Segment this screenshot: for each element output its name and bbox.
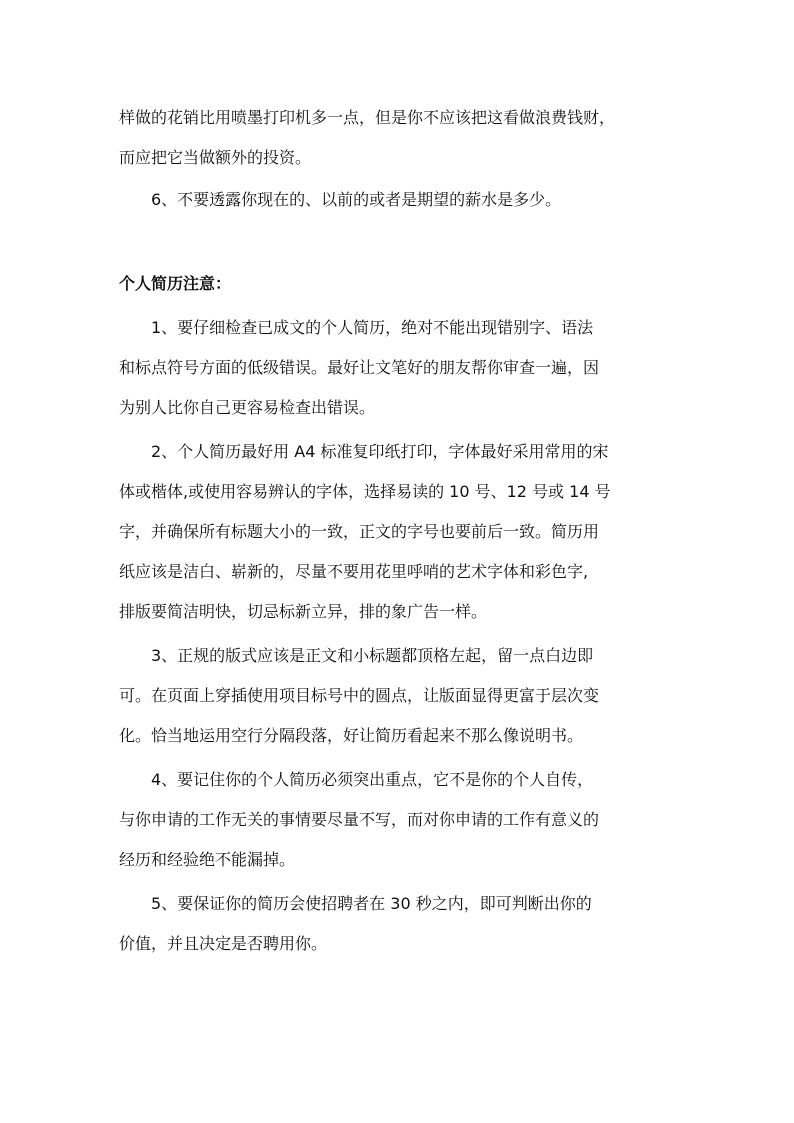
text-line: 可。在页面上穿插使用项目标号中的圆点，让版面显得更富于层次变 [119,686,600,705]
text-line: 化。恰当地运用空行分隔段落，好让简历看起来不那么像说明书。 [119,726,584,745]
text-line: 5、要保证你的简历会使招聘者在 30 秒之内，即可判断出你的 [151,894,592,913]
section-heading: 个人简历注意： [119,274,232,293]
text-line: 纸应该是洁白、崭新的，尽量不要用花里呼哨的艺术字体和彩色字, [119,562,589,581]
text-line: 而应把它当做额外的投资。 [119,148,312,167]
text-line: 2、个人简历最好用 A4 标准复印纸打印，字体最好采用常用的宋 [151,442,609,461]
text-line: 价值，并且决定是否聘用你。 [119,934,328,953]
text-line: 1、要仔细检查已成文的个人简历，绝对不能出现错别字、语法 [151,318,594,337]
text-line: 字，并确保所有标题大小的一致，正文的字号也要前后一致。简历用 [119,522,600,541]
text-line: 经历和经验绝不能漏掉。 [119,850,296,869]
text-line: 体或楷体,或使用容易辨认的字体，选择易读的 10 号、12 号或 14 号 [119,482,611,501]
text-line: 3、正规的版式应该是正文和小标题都顶格左起，留一点白边即 [151,646,594,665]
text-line: 和标点符号方面的低级错误。最好让文笔好的朋友帮你审查一遍，因 [119,358,600,377]
text-line: 与你申请的工作无关的事情要尽量不写，而对你申请的工作有意义的 [119,810,600,829]
text-line: 6、不要透露你现在的、以前的或者是期望的薪水是多少。 [151,190,562,209]
text-line: 为别人比你自己更容易检查出错误。 [119,398,376,417]
text-line: 4、要记住你的个人简历必须突出重点，它不是你的个人自传， [151,770,594,789]
text-line: 排版要简洁明快，切忌标新立异，排的象广告一样。 [119,602,488,621]
text-line: 样做的花销比用喷墨打印机多一点，但是你不应该把这看做浪费钱财， [119,108,616,127]
